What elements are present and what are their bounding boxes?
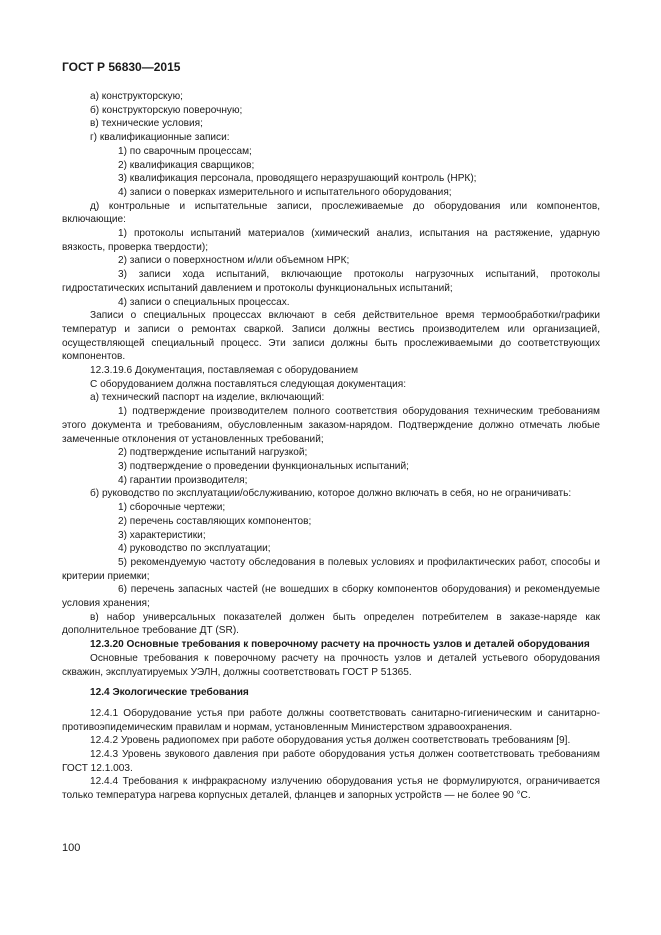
paragraph: 1) протоколы испытаний материалов (химический анализ, испытания на растяжение, ударную вязкость, проверка твердости); xyxy=(62,228,600,253)
paragraph: д) контрольные и испытательные записи, прослеживаемые до оборудования или компонентов, включающие: xyxy=(62,200,600,226)
list-item: а) технический паспорт на изделие, включающий: xyxy=(90,392,325,404)
paragraph: 12.4.1 Оборудование устья при работе должны соответствовать санитарно-гигиеническим и санитарно-противоэпидемическим правилам и нормам, установленным Министерством здравоохранения. xyxy=(62,707,600,733)
list-item: 4) записи о поверках измерительного и испытательного оборудования; xyxy=(118,186,452,198)
paragraph: 6) перечень запасных частей (не вошедших в сборку компонентов оборудования) и рекомендуемые условия хранения; xyxy=(62,584,600,610)
list-item: 2) записи о поверхностном и/или объемном НРК; xyxy=(118,255,350,267)
list-item: 2) квалификация сварщиков; xyxy=(118,159,255,171)
paragraph: С оборудованием должна поставляться следующая документация: xyxy=(90,378,407,390)
list-item: 1) сборочные чертежи; xyxy=(118,502,226,514)
list-item: 3) характеристики; xyxy=(118,529,206,541)
list-item: б) конструкторскую поверочную; xyxy=(90,104,243,116)
section-title: 12.3.20 Основные требования к поверочному расчету на прочность узлов и деталей оборудования xyxy=(90,639,590,651)
list-item: 2) перечень составляющих компонентов; xyxy=(118,515,312,527)
paragraph: б) руководство по эксплуатации/обслуживанию, которое должно включать в себя, но не ограничивать: xyxy=(90,488,572,500)
list-item: 2) подтверждение испытаний нагрузкой; xyxy=(118,447,308,459)
paragraph: 1) подтверждение производителем полного соответствия оборудования техническим требованиям этого документа и требованиям, обусловленным заказом-нарядом. Подтверждение должно отмечать любые замеченные отклонения от установленных требований; xyxy=(62,406,600,445)
list-item: а) конструкторскую; xyxy=(90,91,183,102)
list-item: 4) записи о специальных процессах. xyxy=(118,296,290,308)
spacer xyxy=(62,679,600,686)
page-number: 100 xyxy=(62,842,81,854)
section-title: 12.3.19.6 Документация, поставляемая с оборудованием xyxy=(90,365,359,377)
document-header: ГОСТ Р 56830—2015 xyxy=(62,60,181,74)
list-item: 4) гарантии производителя; xyxy=(118,474,248,486)
paragraph: Записи о специальных процессах включают в себя действительное время термообработки/графики температур и записи о ремонтах сваркой. Записи должны вестись производителем или организацией, осуществляющей специальный процесс. Эти записи должны быть прослеживаемыми до соответствующих компонентов. xyxy=(62,310,600,363)
list-item: 1) по сварочным процессам; xyxy=(118,145,252,157)
paragraph: 3) записи хода испытаний, включающие протоколы нагрузочных испытаний, протоколы гидростатических испытаний давлением и протоколы функциональных испытаний; xyxy=(62,269,600,294)
paragraph: 12.4.4 Требования к инфракрасному излучению оборудования устья не формулируются, ограничивается только температура нагрева корпусных деталей, фланцев и запорных устройств — не более 90 °С. xyxy=(62,776,600,802)
paragraph: в) набор универсальных показателей должен быть определен потребителем в заказе-наряде как дополнительное требование ДТ (SR). xyxy=(62,611,600,637)
list-item: г) квалификационные записи: xyxy=(90,132,230,144)
paragraph: 12.4.2 Уровень радиопомех при работе оборудования устья должен соответствовать требованиям [9]. xyxy=(90,735,571,747)
paragraph: Основные требования к поверочному расчету на прочность узлов и деталей устьевого оборудования скважин, эксплуатируемых УЭЛН, должны соответствовать ГОСТ Р 51365. xyxy=(62,652,600,678)
list-item: 4) руководство по эксплуатации; xyxy=(118,543,271,555)
document-body xyxy=(62,90,600,803)
list-item: в) технические условия; xyxy=(90,118,203,130)
spacer xyxy=(62,700,600,707)
list-item: 3) квалификация персонала, проводящего неразрушающий контроль (НРК); xyxy=(118,173,477,185)
paragraph: 5) рекомендуемую частоту обследования в полевых условиях и профилактических работ, способы и критерии приемки; xyxy=(62,556,600,582)
section-title: 12.4 Экологические требования xyxy=(90,687,249,699)
paragraph: 12.4.3 Уровень звукового давления при работе оборудования устья должен соответствовать требованиям ГОСТ 12.1.003. xyxy=(62,749,600,774)
list-item: 3) подтверждение о проведении функциональных испытаний; xyxy=(118,460,409,472)
